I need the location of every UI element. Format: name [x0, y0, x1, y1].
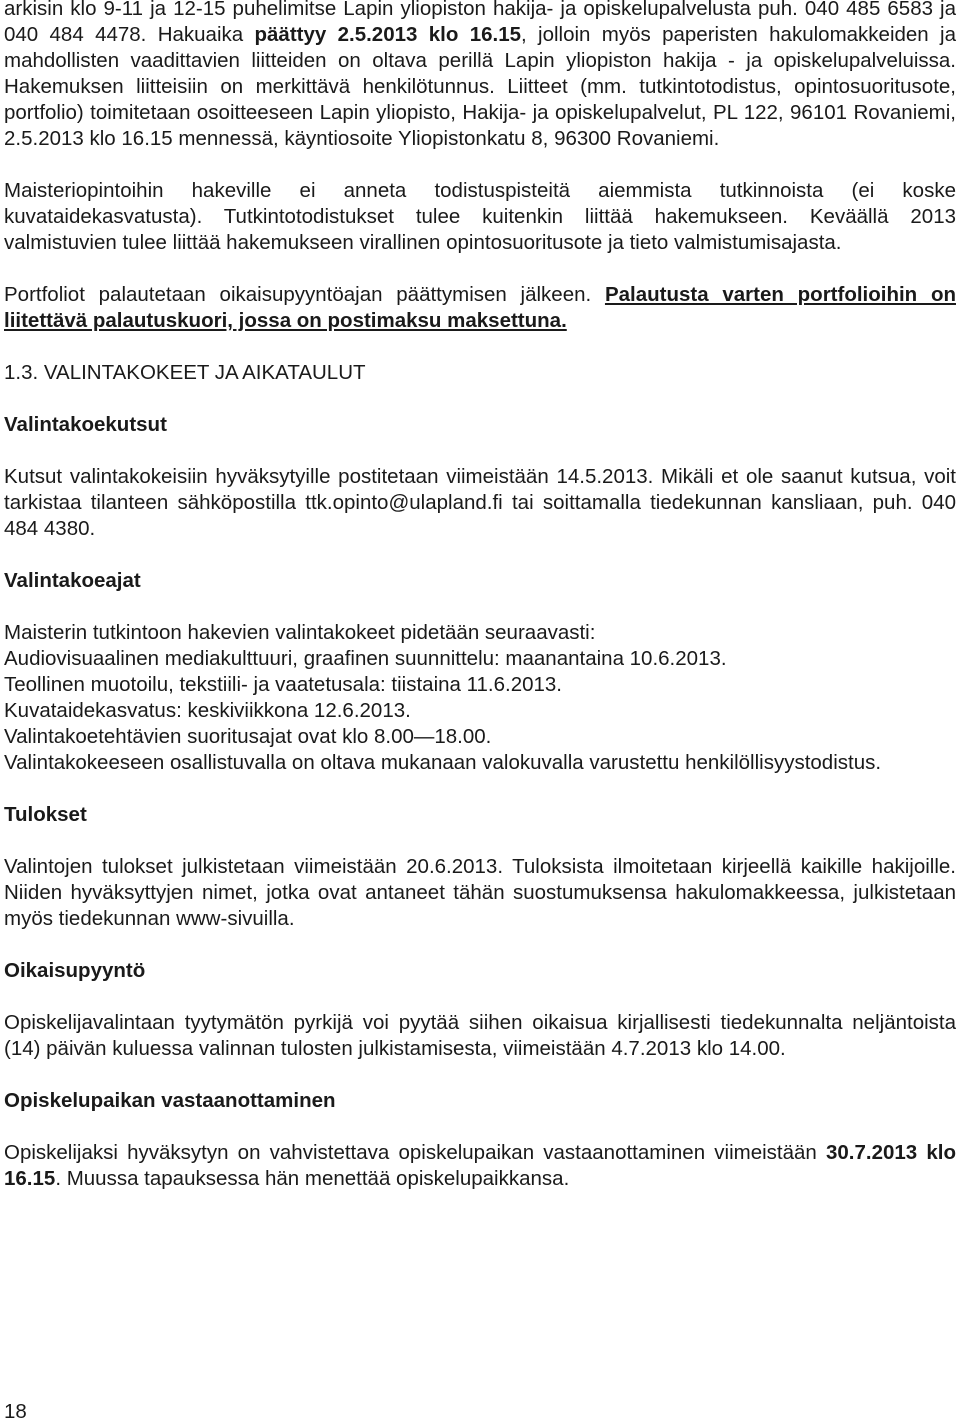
schedule-block	[4, 620, 956, 776]
appeal-heading: Oikaisupyyntö	[4, 959, 146, 982]
document-page	[4, 0, 956, 1192]
acceptance-text-1: Opiskelijaksi hyväksytyn on vahvistettava opiskelupaikan vastaanottaminen viimeistään	[4, 1141, 826, 1164]
schedule-line: Teollinen muotoilu, tekstiili- ja vaatetusala: tiistaina 11.6.2013.	[4, 673, 562, 696]
portfolio-emphasis: Palautusta varten portfolioihin on liitettävä palautuskuori, jossa on postimaksu maksettuna.	[4, 283, 956, 332]
paragraph-transcripts: Maisteriopintoihin hakeville ei anneta todistuspisteitä aiemmista tutkinnoista (ei koske kuvataidekasvatusta). Tutkintotodistukset tulee kuitenkin liittää hakemukseen. Keväällä 2013 valmistuvien tulee liittää hakemukseen virallinen opintosuoritusote ja tieto valmistumisajasta.	[4, 179, 956, 254]
results-heading: Tulokset	[4, 803, 87, 826]
portfolio-text: Portfoliot palautetaan oikaisupyyntöajan päättymisen jälkeen.	[4, 283, 605, 306]
intro-paragraph	[4, 0, 956, 152]
invitations-heading: Valintakoekutsut	[4, 413, 167, 436]
deadline-bold: päättyy 2.5.2013 klo 16.15	[254, 23, 521, 46]
id-note: Valintakokeeseen osallistuvalla on oltava mukanaan valokuvalla varustettu henkilöllisyystodistus.	[4, 751, 882, 774]
intro-text-2: , jolloin myös paperisten hakulomakkeiden ja mahdollisten vaadittavien liitteiden on oltava perillä Lapin yliopiston hakija - ja opiskelupalveluissa. Hakemuksen liitteisiin on merkittävä henkilötunnus. Liitteet (mm. tutkintotodistus, opintosuoritusote, portfolio) toimitetaan osoitteeseen Lapin yliopisto, Hakija- ja opiskelupalvelut, PL 122, 96101 Rovaniemi, 2.5.2013 klo 16.15 mennessä, käyntiosoite Yliopistonkatu 8, 96300 Rovaniemi.	[4, 23, 956, 150]
schedule-line: Valintakoetehtävien suoritusajat ovat klo 8.00—18.00.	[4, 725, 492, 748]
section-heading: 1.3. VALINTAKOKEET JA AIKATAULUT	[4, 361, 366, 384]
paragraph-portfolio	[4, 282, 956, 334]
results-paragraph: Valintojen tulokset julkistetaan viimeistään 20.6.2013. Tuloksista ilmoitetaan kirjeellä kaikille hakijoille. Niiden hyväksyttyjen nimet, jotka ovat antaneet tähän suostumuksensa hakulomakkeessa, julkistetaan myös tiedekunnan www-sivuilla.	[4, 855, 956, 930]
appeal-paragraph: Opiskelijavalintaan tyytymätön pyrkijä voi pyytää siihen oikaisua kirjallisesti tiedekunnalta neljäntoista (14) päivän kuluessa valinnan tulosten julkistamisesta, viimeistään 4.7.2013 klo 14.00.	[4, 1011, 956, 1060]
page-number: 18	[4, 1400, 27, 1423]
schedule-line: Maisterin tutkintoon hakevien valintakokeet pidetään seuraavasti:	[4, 621, 596, 644]
acceptance-deadline: 30.7.2013 klo 16.15	[4, 1141, 956, 1190]
intro-text-1: arkisin klo 9-11 ja 12-15 puhelimitse Lapin yliopiston hakija- ja opiskelupalvelusta puh. 040 485 6583 ja 040 484 4478. Hakuaika	[4, 0, 956, 46]
schedule-line: Audiovisuaalinen mediakulttuuri, graafinen suunnittelu: maanantaina 10.6.2013.	[4, 647, 727, 670]
acceptance-paragraph	[4, 1140, 956, 1192]
schedule-heading: Valintakoeajat	[4, 569, 141, 592]
acceptance-text-2: . Muussa tapauksessa hän menettää opiskelupaikkansa.	[55, 1167, 570, 1190]
acceptance-heading: Opiskelupaikan vastaanottaminen	[4, 1089, 336, 1112]
invitations-paragraph: Kutsut valintakokeisiin hyväksytyille postitetaan viimeistään 14.5.2013. Mikäli et ole saanut kutsua, voit tarkistaa tilanteen sähköpostilla ttk.opinto@ulapland.fi tai soittamalla tiedekunnan kansliaan, puh. 040 484 4380.	[4, 465, 956, 540]
schedule-line: Kuvataidekasvatus: keskiviikkona 12.6.2013.	[4, 699, 411, 722]
